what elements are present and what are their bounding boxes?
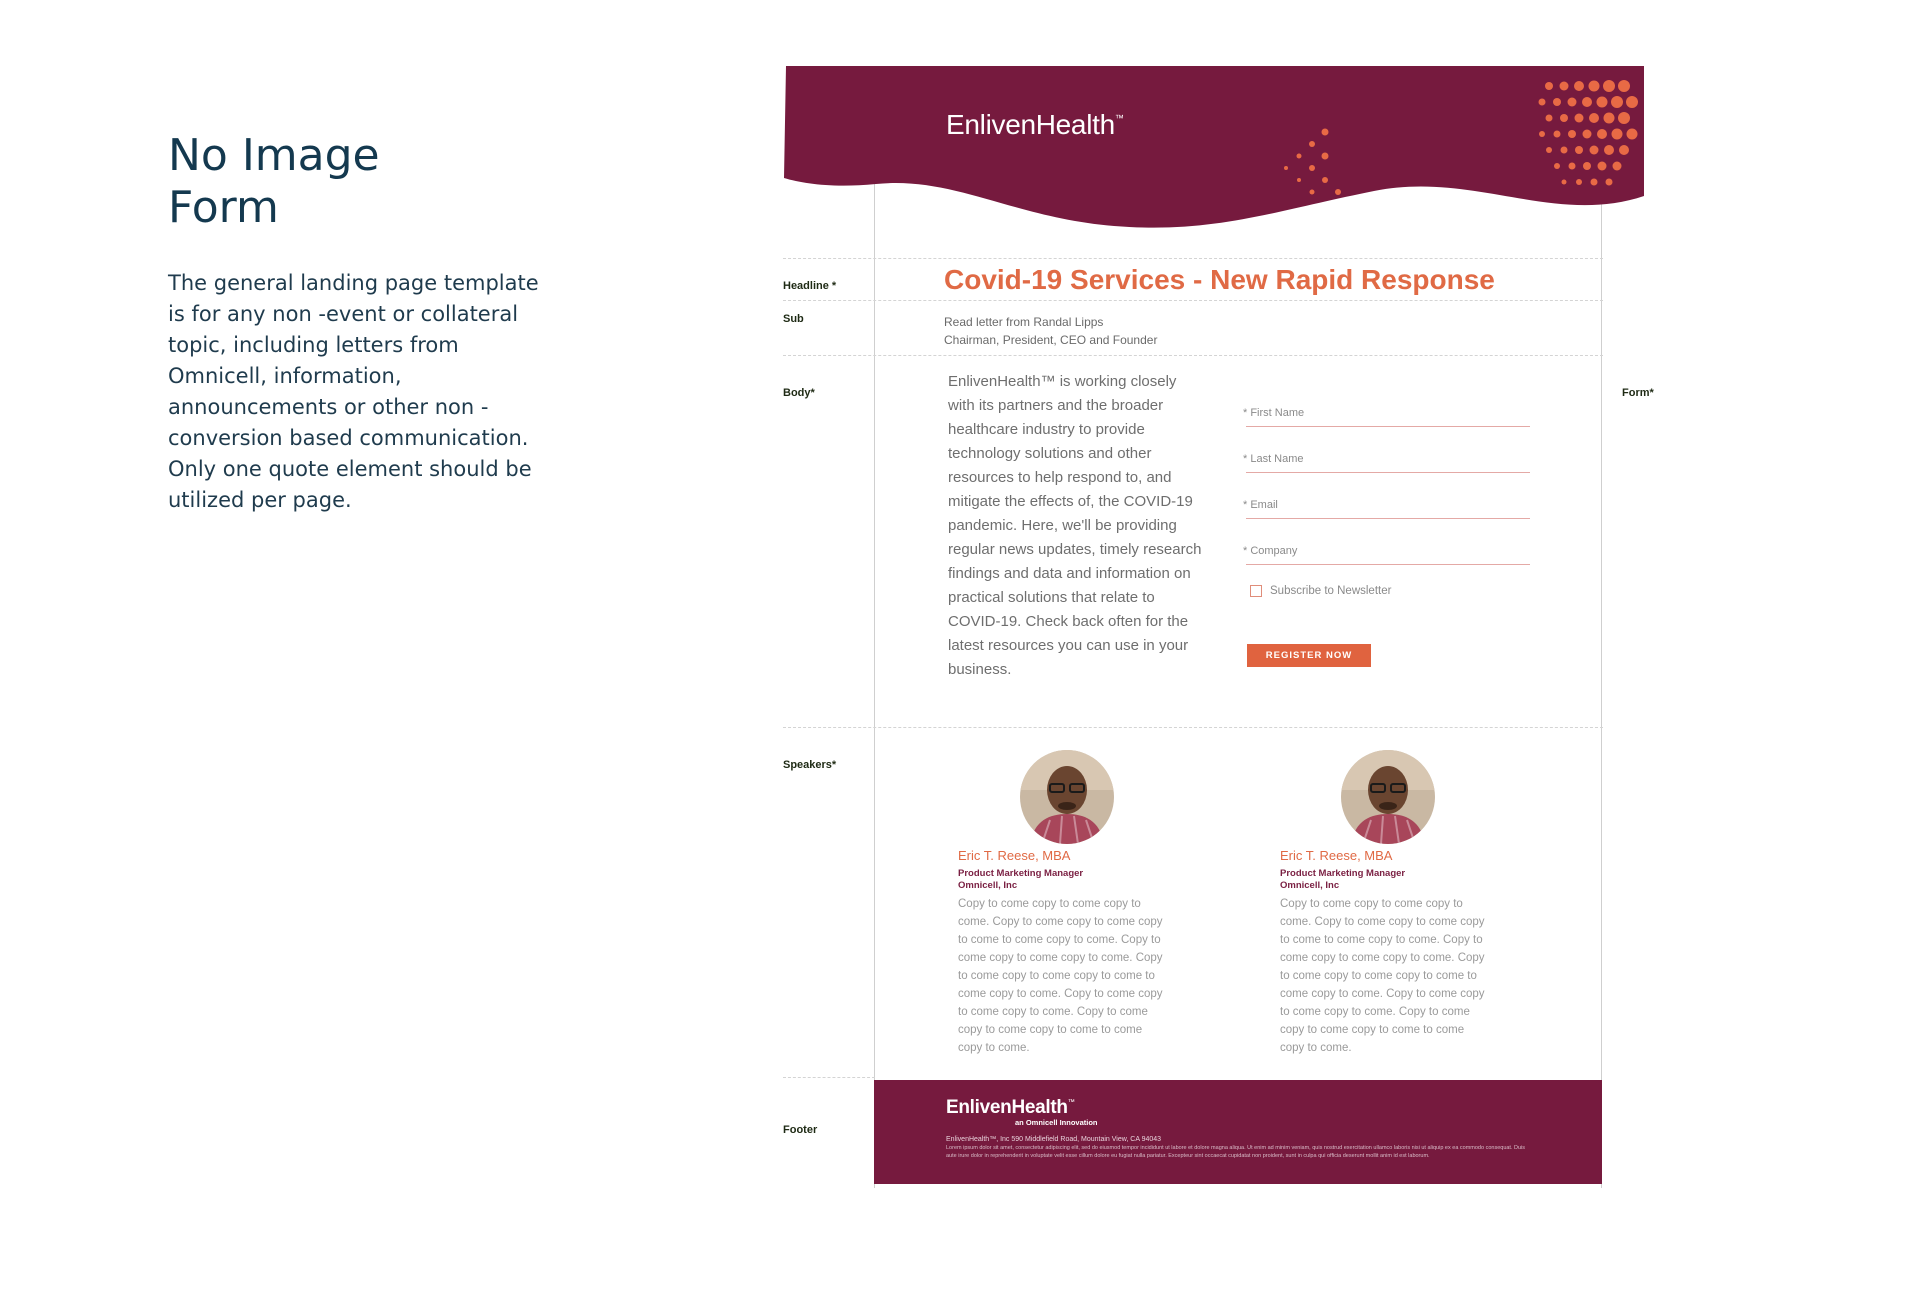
sub-line-2: Chairman, President, CEO and Founder xyxy=(944,333,1158,347)
label-body: Body* xyxy=(783,387,815,399)
title-line-1: No Image xyxy=(168,130,380,181)
speaker-bio: Copy to come copy to come copy to come. Copy to come copy to come copy to come to come copy to come. Copy to come copy to come copy to come. Copy to come copy to come copy to come to come copy to come. Copy to come copy to come copy to come. Copy to come copy to come copy to come to come copy to come. xyxy=(958,898,1163,1054)
header-wave xyxy=(784,66,1646,238)
footer-legal: Lorem ipsum dolor sit amet, consectetur adipiscing elit, sed do eiusmod tempor incididunt ut labore et dolore magna aliqua. Ut enim ad minim veniam, quis nostrud exercitation ullamco laboris nisi ut aliquip ex ea commodo consequat. Duis aute irure dolor in reprehenderit in voluptate velit esse cillum dolore eu fugiat nulla pariatur. Excepteur sint occaecat cupidatat non proident, sunt in culpa qui officia deserunt mollit anim id est laborum. xyxy=(946,1145,1526,1159)
newsletter-label: Subscribe to Newsletter xyxy=(1270,585,1392,597)
speaker-title: Product Marketing Manager xyxy=(1280,868,1406,879)
footer-tagline: an Omnicell Innovation xyxy=(1015,1118,1098,1127)
speaker-company: Omnicell, Inc xyxy=(958,880,1018,891)
label-footer: Footer xyxy=(783,1124,818,1136)
guide-line xyxy=(783,1077,875,1078)
speaker-photo xyxy=(1341,750,1435,844)
speaker-role xyxy=(1280,868,1405,892)
label-speakers: Speakers* xyxy=(783,759,837,771)
footer-logo[interactable]: EnlivenHealth™ xyxy=(946,1097,1075,1118)
first-name-field[interactable]: * First Name xyxy=(1246,403,1530,427)
headline: Covid-19 Services - New Rapid Response xyxy=(944,264,1495,295)
guide-line xyxy=(783,355,1603,356)
footer-address: EnlivenHealth™, Inc 590 Middlefield Road, Mountain View, CA 94043 xyxy=(946,1136,1162,1143)
header-logo[interactable]: EnlivenHealth™ xyxy=(946,109,1124,140)
template-description: The general landing page template is for any non -event or collateral topic, including letters from Omnicell, information, announcements or other non -conversion based communication. Only one quote element should be utilized per page. xyxy=(168,271,539,512)
sub-line-1: Read letter from Randal Lipps xyxy=(944,315,1104,329)
speaker-photo xyxy=(1020,750,1114,844)
label-headline: Headline * xyxy=(783,280,837,292)
label-form: Form* xyxy=(1622,387,1654,399)
footer xyxy=(874,1080,1602,1184)
company-field[interactable]: * Company xyxy=(1246,541,1530,565)
newsletter-option[interactable] xyxy=(1250,585,1391,597)
speaker-bio: Copy to come copy to come copy to come. Copy to come copy to come copy to come to come copy to come. Copy to come copy to come copy to come. Copy to come copy to come copy to come to come copy to come. Copy to come copy to come copy to come. Copy to come copy to come copy to come to come copy to come. xyxy=(1280,898,1485,1054)
title-line-2: Form xyxy=(168,182,279,233)
speaker-avatar xyxy=(1020,750,1114,844)
newsletter-checkbox[interactable] xyxy=(1250,585,1262,597)
speaker-company: Omnicell, Inc xyxy=(1280,880,1340,891)
speaker-title: Product Marketing Manager xyxy=(958,868,1084,879)
speaker-name: Eric T. Reese, MBA xyxy=(958,848,1071,863)
subheading xyxy=(944,313,1157,349)
guide-line xyxy=(783,727,1603,728)
speaker-role xyxy=(958,868,1083,892)
guide-line xyxy=(783,300,1603,301)
label-sub: Sub xyxy=(783,313,804,325)
register-now-button[interactable]: REGISTER NOW xyxy=(1247,644,1371,667)
email-field[interactable]: * Email xyxy=(1246,495,1530,519)
speaker-avatar xyxy=(1341,750,1435,844)
header-banner xyxy=(784,66,1646,238)
guide-line xyxy=(783,258,1603,259)
page-title xyxy=(168,130,380,234)
last-name-field[interactable]: * Last Name xyxy=(1246,449,1530,473)
speaker-name: Eric T. Reese, MBA xyxy=(1280,848,1393,863)
body-copy: EnlivenHealth™ is working closely with its partners and the broader healthcare industry to provide technology solutions and other resources to help respond to, and mitigate the effects of, the COVID-19 pandemic. Here, we'll be providing regular news updates, timely research findings and data and information on practical solutions that relate to COVID-19. Check back often for the latest resources you can use in your business. xyxy=(948,373,1202,678)
